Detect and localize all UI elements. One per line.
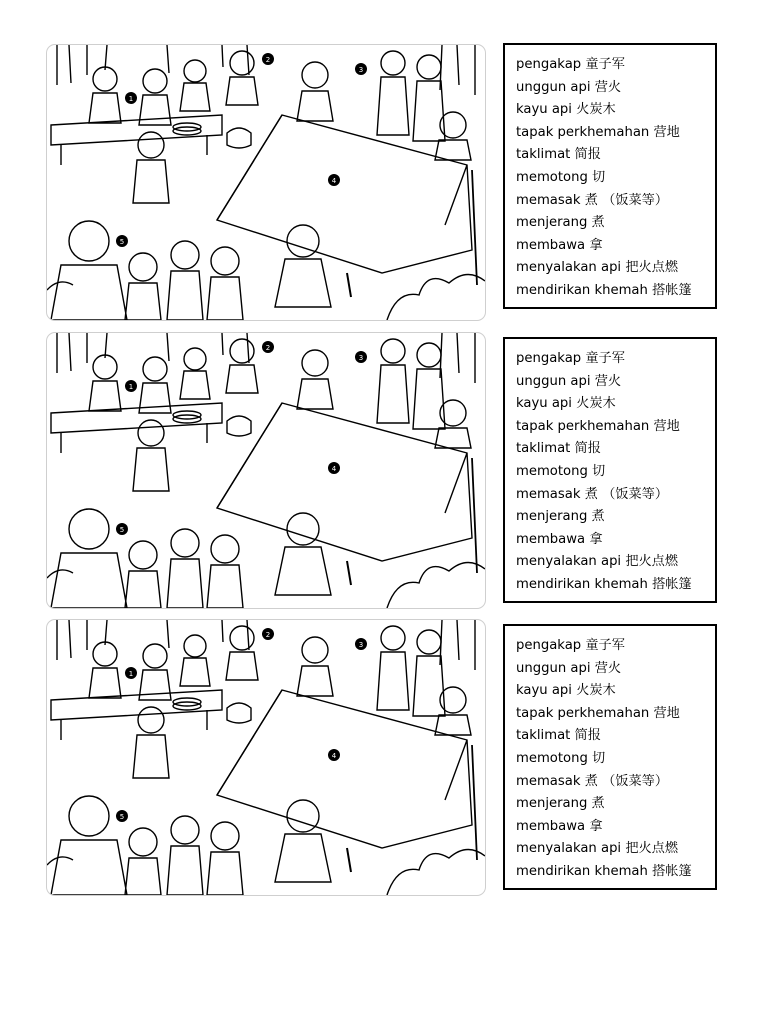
vocab-item: membawa 拿 bbox=[516, 818, 603, 834]
marker-5: 5 bbox=[119, 813, 125, 821]
vocab-item: menyalakan api 把火点燃 bbox=[516, 841, 679, 857]
camp-illustration-2 bbox=[46, 332, 486, 609]
camp-illustration-1 bbox=[46, 44, 486, 321]
vocab-list bbox=[516, 635, 715, 884]
vocab-list bbox=[516, 348, 715, 597]
marker-1: 1 bbox=[128, 383, 134, 391]
vocab-item: memasak 煮 （饭菜等） bbox=[516, 773, 669, 789]
vocab-item: memotong 切 bbox=[516, 463, 606, 479]
vocab-item: kayu api 火炭木 bbox=[516, 683, 616, 699]
marker-4: 4 bbox=[331, 465, 337, 473]
vocab-box-2 bbox=[503, 337, 717, 603]
vocab-item: pengakap 童子军 bbox=[516, 638, 625, 653]
vocab-item: menyalakan api 把火点燃 bbox=[516, 554, 679, 570]
marker-2: 2 bbox=[265, 344, 271, 352]
marker-5: 5 bbox=[119, 526, 125, 534]
vocab-item: unggun api 营火 bbox=[516, 373, 622, 389]
marker-2: 2 bbox=[265, 56, 271, 64]
vocab-box-1 bbox=[503, 43, 717, 309]
vocab-item: taklimat 简报 bbox=[516, 147, 601, 163]
vocab-item: memasak 煮 （饭菜等） bbox=[516, 192, 669, 208]
vocab-item: tapak perkhemahan 营地 bbox=[516, 705, 680, 721]
vocab-item: membawa 拿 bbox=[516, 237, 603, 253]
vocab-item: taklimat 简报 bbox=[516, 441, 601, 457]
vocab-item: memasak 煮 （饭菜等） bbox=[516, 486, 669, 502]
marker-1: 1 bbox=[128, 95, 134, 103]
marker-3: 3 bbox=[358, 66, 364, 74]
marker-2: 2 bbox=[265, 631, 271, 639]
vocab-item: unggun api 营火 bbox=[516, 79, 622, 95]
vocab-item: membawa 拿 bbox=[516, 531, 603, 547]
marker-4: 4 bbox=[331, 752, 337, 760]
camp-scene bbox=[47, 620, 485, 895]
vocab-box-3 bbox=[503, 624, 717, 890]
marker-3: 3 bbox=[358, 641, 364, 649]
vocab-item: kayu api 火炭木 bbox=[516, 396, 616, 412]
vocab-item: tapak perkhemahan 营地 bbox=[516, 124, 680, 140]
marker-4: 4 bbox=[331, 177, 337, 185]
vocab-item: mendirikan khemah 搭帐篷 bbox=[516, 282, 692, 298]
vocab-item: kayu api 火炭木 bbox=[516, 102, 616, 118]
marker-5: 5 bbox=[119, 238, 125, 246]
vocab-item: menjerang 煮 bbox=[516, 509, 605, 525]
vocab-item: taklimat 简报 bbox=[516, 728, 601, 744]
vocab-item: tapak perkhemahan 营地 bbox=[516, 418, 680, 434]
vocab-item: menyalakan api 把火点燃 bbox=[516, 260, 679, 276]
vocab-item: pengakap 童子军 bbox=[516, 57, 625, 72]
camp-scene bbox=[47, 45, 485, 320]
vocab-item: pengakap 童子军 bbox=[516, 351, 625, 366]
marker-1: 1 bbox=[128, 670, 134, 678]
vocab-item: menjerang 煮 bbox=[516, 215, 605, 231]
vocab-list bbox=[516, 54, 715, 303]
vocab-item: memotong 切 bbox=[516, 169, 606, 185]
vocab-item: menjerang 煮 bbox=[516, 796, 605, 812]
vocab-item: mendirikan khemah 搭帐篷 bbox=[516, 863, 692, 879]
vocab-item: unggun api 营火 bbox=[516, 660, 622, 676]
camp-scene bbox=[47, 333, 485, 608]
camp-illustration-3 bbox=[46, 619, 486, 896]
marker-3: 3 bbox=[358, 354, 364, 362]
vocab-item: mendirikan khemah 搭帐篷 bbox=[516, 576, 692, 592]
vocab-item: memotong 切 bbox=[516, 750, 606, 766]
